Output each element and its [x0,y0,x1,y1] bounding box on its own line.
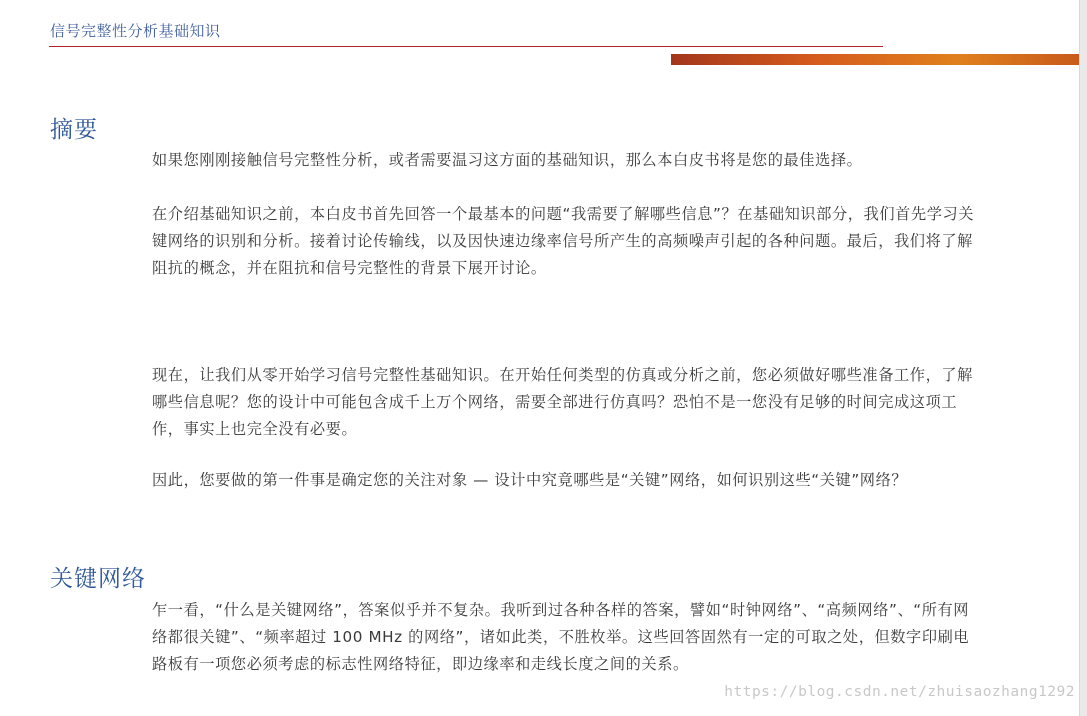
header-divider [49,46,883,47]
section-heading-summary: 摘要 [50,117,98,143]
critical-nets-paragraph-1: 乍一看，“什么是关键网络”，答案似乎并不复杂。我听到过各种各样的答案，譬如“时钟网络”、“高频网络”、“所有网络都很关键”、“频率超过 100 MHz 的网络”，诸如此类，不胜枚举。这些回答固然有一定的可取之处，但数字印刷电路板有一项您必须考虑的标志性网络特征，即边缘率和走线长度之间的关系。 [152,601,970,673]
section-heading-critical-nets: 关键网络 [50,566,146,592]
summary-paragraph-2: 在介绍基础知识之前，本白皮书首先回答一个最基本的问题“我需要了解哪些信息”？在基础知识部分，我们首先学习关键网络的识别和分析。接着讨论传输线，以及因快速边缘率信号所产生的高频噪声引起的各种问题。最后，我们将了解阻抗的概念，并在阻抗和信号完整性的背景下展开讨论。 [152,205,975,277]
summary-paragraph-1: 如果您刚刚接触信号完整性分析，或者需要温习这方面的基础知识，那么本白皮书将是您的最佳选择。 [152,151,863,169]
summary-paragraph-3: 现在，让我们从零开始学习信号完整性基础知识。在开始任何类型的仿真或分析之前，您必须做好哪些准备工作，了解哪些信息呢？您的设计中可能包含成千上万个网络，需要全部进行仿真吗？恐怕不是一您没有足够的时间完成这项工作，事实上也完全没有必要。 [152,366,973,438]
accent-bar [671,54,1080,65]
vertical-scrollbar[interactable] [1079,0,1087,716]
summary-paragraph-4: 因此，您要做的第一件事是确定您的关注对象 — 设计中究竟哪些是“关键”网络，如何识别这些“关键”网络？ [152,471,908,489]
running-header-title: 信号完整性分析基础知识 [50,22,221,40]
watermark-url: https://blog.csdn.net/zhuisaozhang1292 [724,684,1075,700]
